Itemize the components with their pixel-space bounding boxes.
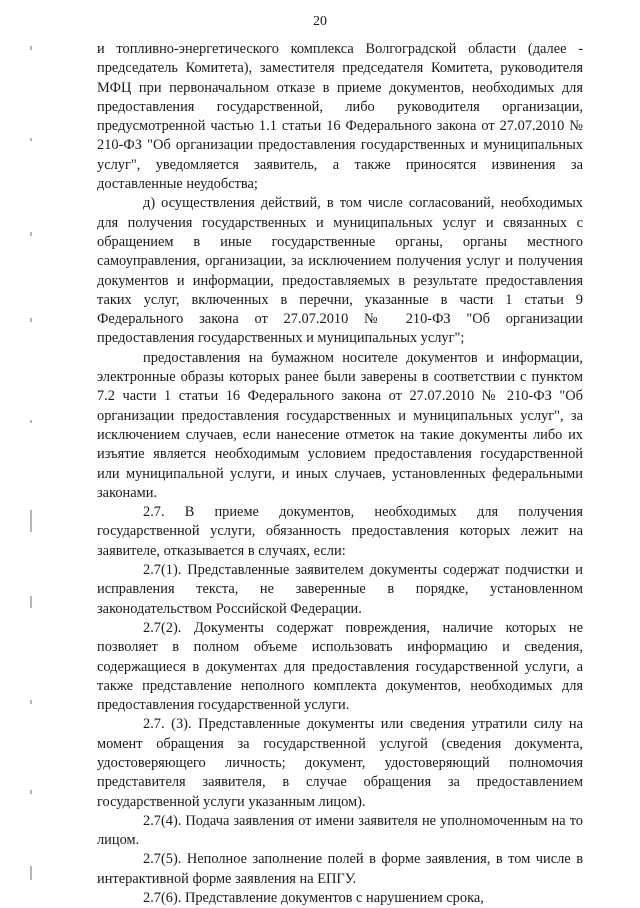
paragraph-7: 2.7. (3). Представленные документы или сведения утратили силу на момент обращения за государственной услугой (сведения документа, удостоверяющего личность; документ, удостоверяющий полномочия представителя заявителя, в случае обращения за предоставлением государственной услуги указанным лицом). <box>97 716 583 810</box>
paragraph-5: 2.7(1). Представленные заявителем документы содержат подчистки и исправления текста, не заверенные в порядке, установленном законодательством Российской Федерации. <box>97 562 583 617</box>
paragraph-6: 2.7(2). Документы содержат повреждения, наличие которых не позволяет в полном объеме использовать информацию и сведения, содержащиеся в документах для предоставления государственной услуги, а также представление неполного комплекта документов, необходимых для предоставления государственной услуги. <box>97 619 583 714</box>
page-number: 20 <box>313 14 327 29</box>
paragraph-3: предоставления на бумажном носителе документов и информации, электронные образы которых ранее были заверены в соответствии с пунктом 7.2 части 1 статьи 16 Федерального закона от 27.07.2010 № 210-ФЗ "Об организации предоставления государственных и муниципальных услуг", за исключением случаев, если нанесение отметок на такие документы либо их изъятие является необходимым условием предоставления государственной или муниципальной услуги, и иных случаев, установленных федеральными законами. <box>97 349 583 501</box>
paragraph-1: и топливно-энергетического комплекса Волгоградской области (далее - председатель Комитета), заместителя председателя Комитета, руководителя МФЦ при первоначальном отказе в приеме документов, необходимых для предоставления государственной, либо руководителя организации, предусмотренной частью 1.1 статьи 16 Федерального закона от 27.07.2010 № 210-ФЗ "Об организации предоставления государственных и муниципальных услуг", уведомляется заявитель, а также приносятся извинения за доставленные неудобства; <box>97 41 583 193</box>
paragraph-8: 2.7(4). Подача заявления от имени заявителя не уполномоченным на то лицом. <box>97 812 583 849</box>
paragraph-9: 2.7(5). Неполное заполнение полей в форме заявления, в том числе в интерактивной форме заявления на ЕПГУ. <box>97 851 583 887</box>
left-margin-scan-marks <box>30 0 36 905</box>
paragraph-10: 2.7(6). Представление документов с нарушением срока, <box>143 890 484 907</box>
paragraph-2: д) осуществления действий, в том числе согласований, необходимых для получения государственных и муниципальных услуг и связанных с обращением в иные государственные органы, органы местного самоуправления, организации, за исключением получения услуг и получения документов и информации, предоставляемых в результате предоставления таких услуг, включенных в перечни, указанные в части 1 статьи 9 Федерального закона от 27.07.2010 № 210-ФЗ "Об организации предоставления государственных и муниципальных услуг"; <box>97 195 583 347</box>
paragraph-4: 2.7. В приеме документов, необходимых для получения государственной услуги, обязанность предоставления которых лежит на заявителе, отказывается в случаях, если: <box>97 504 583 559</box>
document-body <box>97 40 583 908</box>
